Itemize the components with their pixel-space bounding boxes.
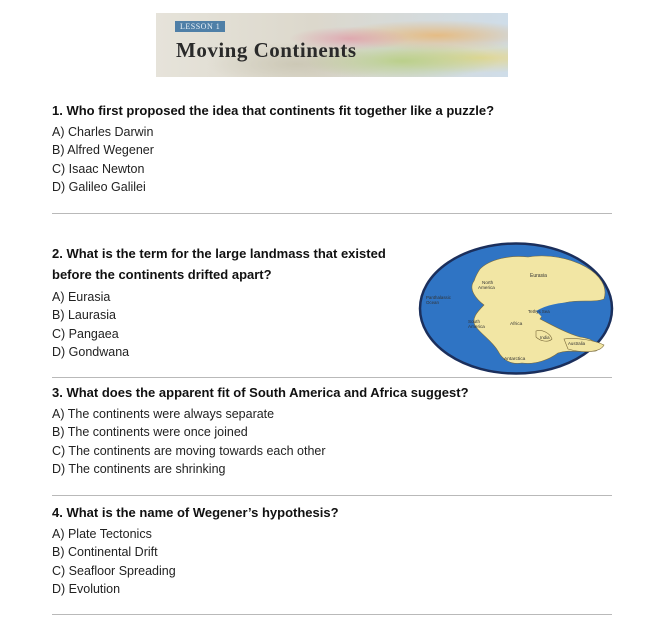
divider-4 <box>52 614 612 615</box>
question-2-option-c: C) Pangaea <box>52 326 119 341</box>
map-label-tethys-sea: Tethys Sea <box>528 309 550 314</box>
question-4-option-d: D) Evolution <box>52 581 121 596</box>
map-label-australia: Australia <box>568 341 586 346</box>
question-3-option-a: A) The continents were always separate <box>52 407 275 421</box>
question-2-title-line-2: before the continents drifted apart? <box>52 267 272 282</box>
question-1-option-b: B) Alfred Wegener <box>52 143 154 158</box>
question-4-option-b: B) Continental Drift <box>52 545 158 560</box>
question-4-option-c: C) Seafloor Spreading <box>52 563 176 578</box>
question-3-option-b: B) The continents were once joined <box>52 425 248 440</box>
map-label-north-america-2: America <box>478 285 495 290</box>
question-4 <box>52 504 339 598</box>
map-label-eurasia: Eurasia <box>530 273 547 279</box>
lesson-tag: LESSON 1 <box>175 21 225 32</box>
question-4-title: 4. What is the name of Wegener’s hypothesis? <box>52 505 339 520</box>
question-1-option-d: D) Galileo Galilei <box>52 179 146 194</box>
map-label-panthalassic-2: Ocean <box>426 300 439 305</box>
question-2-option-b: B) Laurasia <box>52 308 116 323</box>
question-1-title: 1. Who first proposed the idea that continents fit together like a puzzle? <box>52 103 495 118</box>
page-title: Moving Continents <box>176 38 357 62</box>
question-2-option-a: A) Eurasia <box>52 290 111 304</box>
question-2-option-d: D) Gondwana <box>52 344 130 359</box>
map-label-south-america-1: South <box>468 319 481 324</box>
map-label-africa: Africa <box>510 322 523 327</box>
question-1-option-c: C) Isaac Newton <box>52 161 145 176</box>
divider-3 <box>52 495 612 496</box>
map-label-antarctica: Antarctica <box>504 357 526 362</box>
question-1 <box>52 102 494 196</box>
question-4-option-a: A) Plate Tectonics <box>52 527 152 541</box>
map-label-north-america-1: North <box>482 280 494 285</box>
question-3-option-d: D) The continents are shrinking <box>52 461 226 476</box>
divider-1 <box>52 213 612 214</box>
map-label-panthalassic-1: Panthalassic <box>426 295 451 300</box>
map-label-india: India <box>540 335 550 340</box>
lesson-banner <box>156 13 508 77</box>
pangaea-map <box>418 241 614 376</box>
question-3 <box>52 384 469 478</box>
question-3-option-c: C) The continents are moving towards each other <box>52 443 326 458</box>
question-2-title-line-1: 2. What is the term for the large landmass that existed <box>52 246 386 261</box>
question-2 <box>52 243 386 361</box>
question-1-option-a: A) Charles Darwin <box>52 125 154 139</box>
divider-2 <box>52 377 612 378</box>
question-3-title: 3. What does the apparent fit of South America and Africa suggest? <box>52 385 469 400</box>
map-label-south-america-2: America <box>468 324 485 329</box>
